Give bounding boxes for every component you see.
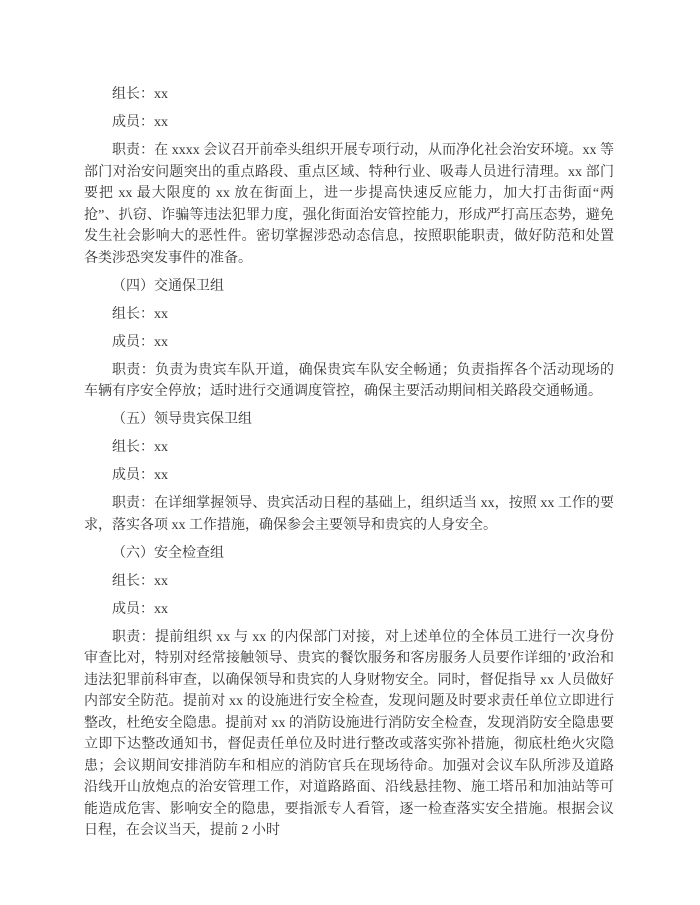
field-line-group-leader: 组长：xx: [112, 306, 168, 322]
section-heading-safety-inspection-group: （六）安全检查组: [112, 545, 224, 561]
field-line-group-members: 成员：xx: [112, 601, 168, 617]
body-paragraph-duties: 职责：在详细掌握领导、贵宾活动日程的基础上，组织适当 xx，按照 xx 工作的要求，落实各项 xx 工作措施，确保参会主要领导和贵宾的人身安全。: [84, 496, 614, 533]
field-line-group-leader: 组长：xx: [112, 440, 168, 455]
field-line-group-members: 成员：xx: [112, 468, 168, 483]
field-line-group-members: 成员：xx: [112, 115, 168, 130]
field-line-group-members: 成员：xx: [112, 334, 168, 350]
body-paragraph-duties: 职责：在 xxxx 会议召开前牵头组织开展专项行动，从而净化社会治安环境。xx 等部门对治安问题突出的重点路段、重点区域、特种行业、吸毒人员进行清理。xx 部门要把 xx 最大限度的 xx 放在街面上，进一步提高快速反应能力，加大打击街面“两抢”、扒窃、诈骗等违法犯罪力度，强化街面治安管控能力，形成严打高压态势，避免发生社会影响大的恶性件。密切掌握涉恐动态信息，按照职能职责，做好防范和处置各类涉恐突发事件的准备。: [84, 143, 614, 266]
field-line-group-leader: 组长：xx: [112, 573, 168, 589]
section-heading-vip-security-group: （五）领导贵宾保卫组: [112, 412, 252, 427]
body-paragraph-duties: 职责：负责为贵宾车队开道，确保贵宾车队安全畅通；负责指挥各个活动现场的车辆有序安全停放；适时进行交通调度管控，确保主要活动期间相关路段交通畅通。: [84, 362, 614, 399]
section-heading-traffic-security-group: （四）交通保卫组: [112, 278, 224, 294]
field-line-group-leader: 组长：xx: [112, 87, 168, 102]
body-paragraph-duties: 职责：提前组织 xx 与 xx 的内保部门对接，对上述单位的全体员工进行一次身份审查比对，特别对经常接触领导、贵宾的餐饮服务和客房服务人员要作详细的’政治和违法犯罪前科审查，以确保领导和贵宾的人身财物安全。同时，督促指导 xx 人员做好内部安全防范。提前对 xx 的设施进行安全检查，发现问题及时要求责任单位立即进行整改，杜绝安全隐患。提前对 xx 的消防设施进行消防安全检查，发现消防安全隐患要立即下达整改通知书，督促责任单位及时进行整改或落实弥补措施，彻底杜绝火灾隐患；会议期间安排消防车和相应的消防官兵在现场待命。加强对会议车队所涉及道路沿线开山放炮点的治安管理工作，对道路路面、沿线悬挂物、施工塔吊和加油站等可能造成危害、影响安全的隐患，要指派专人看管，逐一检查落实安全措施。根据会议日程，在会议当天，提前 2 小时: [84, 629, 614, 838]
